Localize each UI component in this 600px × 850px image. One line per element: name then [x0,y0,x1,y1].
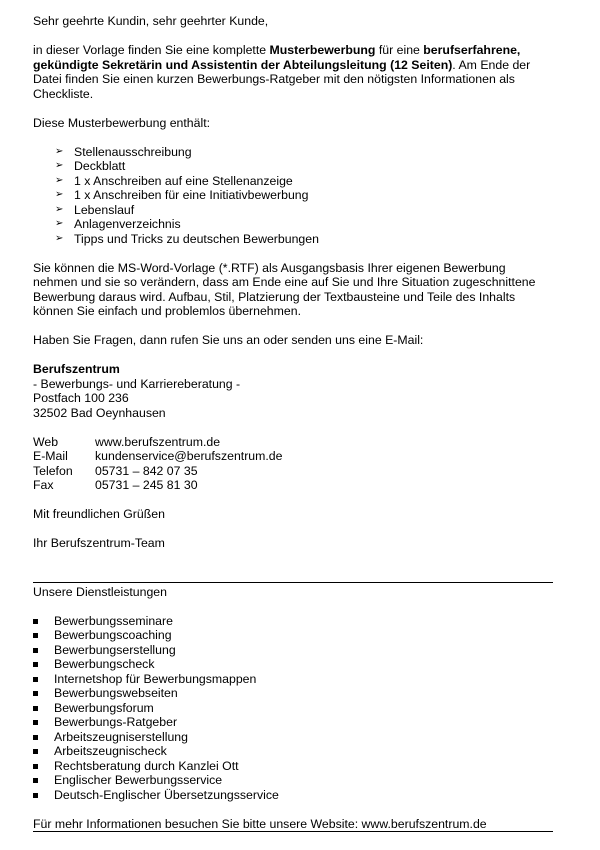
letter-page [33,14,553,832]
square-bullet-icon [33,619,38,624]
list-item: ➢ 1 x Anschreiben für eine Initiativbewerbung [55,188,309,202]
list-item: ➢ Tipps und Tricks zu deutschen Bewerbungen [55,231,319,246]
phone-value: 05731 – 842 07 35 [95,463,198,478]
arrow-bullet-icon: ➢ [55,203,64,215]
intro-bold-2: berufserfahrene, gekündigte Sekretärin und Assistentin der Abteilungsleitung (12 Seiten) [33,43,521,72]
list-item: ➢ Stellenausschreibung [55,144,192,159]
contact-row-phone [33,464,553,479]
list-item: ➢ Anlagenverzeichnis [55,217,181,231]
list-item: ➢ Deckblatt [55,159,126,173]
intro-text-2: für eine [375,43,424,57]
contact-label: E-Mail [33,449,68,463]
square-bullet-icon [33,691,38,696]
square-bullet-icon [33,764,38,769]
square-bullet-icon [33,633,38,638]
list-item: Arbeitszeugnischeck [33,744,553,759]
square-bullet-icon [33,677,38,682]
signature: Ihr Berufszentrum-Team [33,536,165,550]
fax-value: 05731 – 245 81 30 [95,478,198,492]
address-block [33,362,553,420]
square-bullet-icon [33,749,38,754]
email-link[interactable]: kundenservice@berufszentrum.de [95,449,283,463]
square-bullet-icon [33,720,38,725]
square-bullet-icon [33,648,38,653]
list-item: Arbeitszeugniserstellung [33,730,553,745]
list-item: Rechtsberatung durch Kanzlei Ott [33,759,553,774]
square-bullet-icon [33,793,38,798]
greeting: Sehr geehrte Kundin, sehr geehrter Kunde, [33,14,269,28]
company-tagline: - Bewerbungs- und Karriereberatung - [33,376,241,391]
list-item: Bewerbungs-Ratgeber [33,715,553,730]
questions-paragraph: Haben Sie Fragen, dann rufen Sie uns an oder senden uns eine E-Mail: [33,333,424,347]
postbox: Postfach 100 236 [33,391,129,405]
square-bullet-icon [33,706,38,711]
intro-text-1: in dieser Vorlage finden Sie eine komplette [33,43,270,57]
contact-row-email [33,449,553,464]
list-item: Bewerbungsseminare [33,614,553,629]
city: 32502 Bad Oeynhausen [33,405,166,420]
square-bullet-icon [33,662,38,667]
list-item: Internetshop für Bewerbungsmappen [33,672,553,687]
arrow-bullet-icon: ➢ [55,174,64,186]
services-list [33,614,553,803]
square-bullet-icon [33,735,38,740]
contents-list [33,145,553,247]
web-link[interactable]: www.berufszentrum.de [95,434,221,449]
arrow-bullet-icon: ➢ [55,189,64,200]
list-item: Englischer Bewerbungsservice [33,773,553,788]
list-item: Bewerbungserstellung [33,643,553,658]
contact-row-fax [33,478,553,493]
list-item: Bewerbungscoaching [33,628,553,643]
list-item: Bewerbungswebseiten [33,686,553,701]
contact-label: Web [33,434,59,449]
usage-paragraph: Sie können die MS-Word-Vorlage (*.RTF) als Ausgangsbasis Ihrer eigenen Bewerbung nehmen und sie so verändern, dass am Ende eine auf Sie und Ihre Situation zugeschnittene Bewerbung daraus wird. Aufbau, Stil, Platzierung der Textbausteine und Teile des Inhalts können Sie einfach und problemlos übernehmen. [33,260,536,318]
intro-text-3: . Am Ende der Datei finden Sie einen kurzen Bewerbungs-Ratgeber mit den nötigsten Informationen als Checkliste. [33,57,531,101]
square-bullet-icon [33,778,38,783]
list-item: Bewerbungsforum [33,701,553,716]
arrow-bullet-icon: ➢ [55,145,64,157]
closing: Mit freundlichen Grüßen [33,507,165,521]
services-heading: Unsere Dienstleistungen [33,584,167,599]
list-item: Bewerbungscheck [33,657,553,672]
contact-block [33,435,553,493]
list-item: Deutsch-Englischer Übersetzungsservice [33,788,553,803]
contact-row-web [33,435,553,450]
arrow-bullet-icon: ➢ [55,232,64,244]
intro-paragraph [33,43,553,101]
contents-heading: Diese Musterbewerbung enthält: [33,115,211,130]
list-item: ➢ 1 x Anschreiben auf eine Stellenanzeige [55,173,293,188]
arrow-bullet-icon: ➢ [55,218,64,229]
section-divider [33,582,553,583]
intro-bold-1: Musterbewerbung [269,43,376,57]
footer-info: Für mehr Informationen besuchen Sie bitte unsere Website: www.berufszentrum.de [33,817,553,833]
contact-label: Telefon [33,463,73,478]
contact-label: Fax [33,478,54,492]
company-name: Berufszentrum [33,362,120,376]
arrow-bullet-icon: ➢ [55,160,64,171]
list-item: ➢ Lebenslauf [55,202,135,217]
